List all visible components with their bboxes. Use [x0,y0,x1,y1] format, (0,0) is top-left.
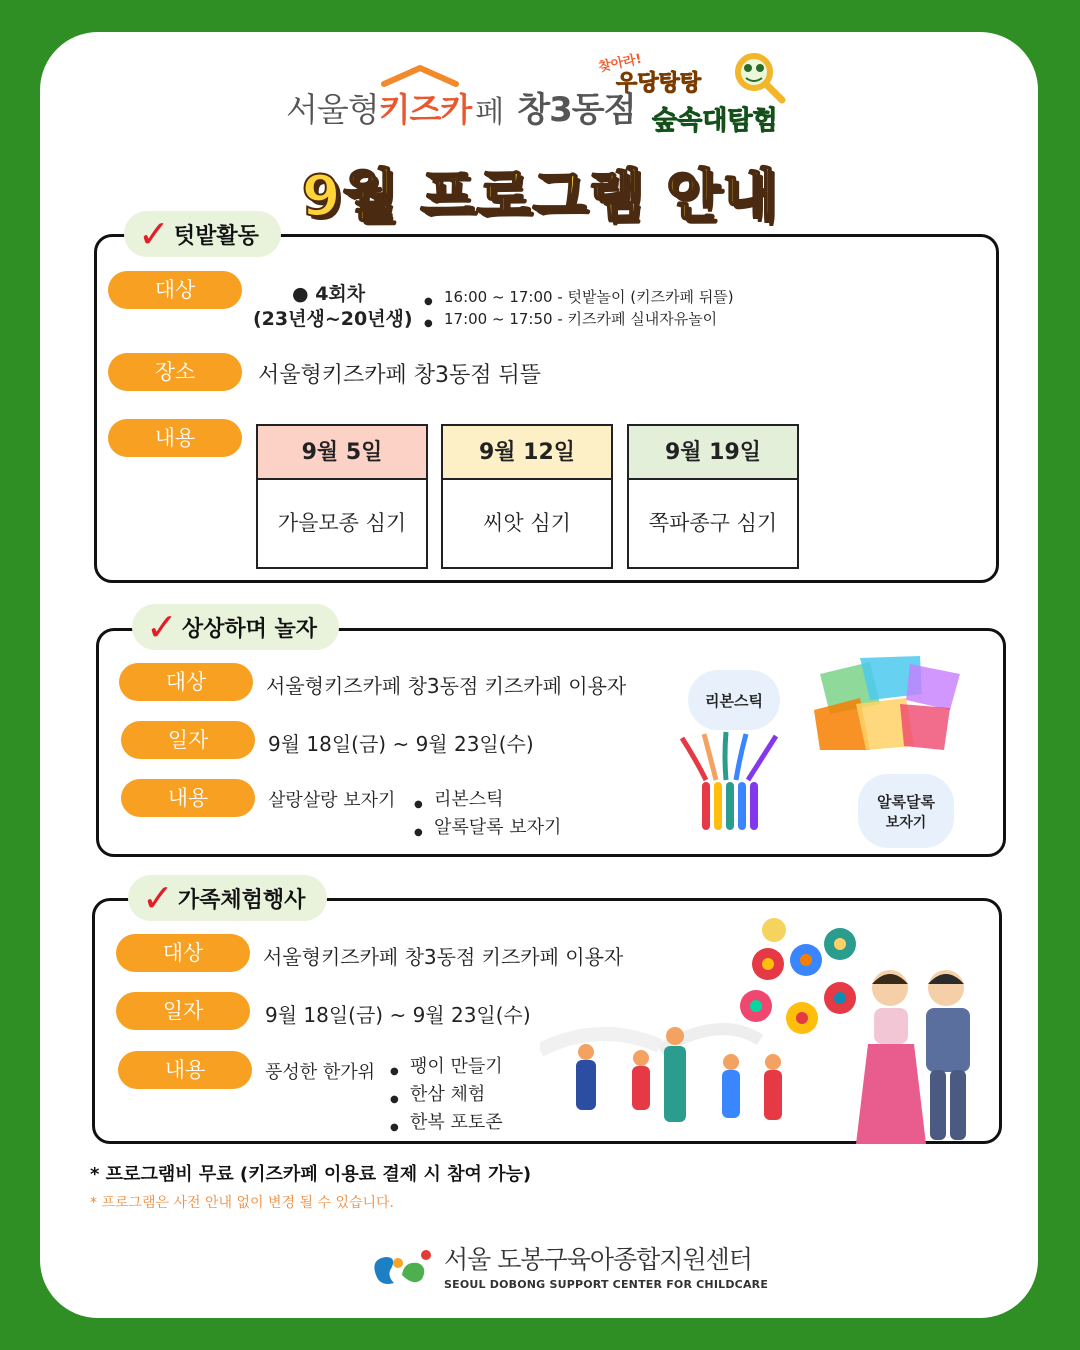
day-activity: 가을모종 심기 [277,511,407,535]
branch-name: 창3동점 [517,90,636,130]
date-label: 일자 [116,992,250,1030]
content-label: 내용 [121,779,255,817]
day-date: 9월 12일 [443,426,611,480]
schedule-item: ● 16:00 ~ 17:00 - 텃밭놀이 (키즈카페 뒤뜰) [424,286,734,308]
schedule-day [256,424,428,569]
content-label: 내용 [118,1051,252,1089]
day-date: 9월 5일 [258,426,426,480]
event-line2: 숲속대탐험 [652,106,778,136]
schedule-item: ● 17:00 ~ 17:50 - 키즈카페 실내자유놀이 [424,308,734,330]
ribbon-stick-bubble [688,670,780,730]
scarves-illustration [810,654,976,754]
content-text: 풍성한 한가위 [265,1062,376,1083]
check-icon: ✓ [138,212,170,256]
content-label: 내용 [108,419,242,457]
family-items [390,1053,503,1137]
imagine-items [414,786,561,842]
bubble-text: 알록달록 [877,792,935,811]
brand-cafe-text: 페 [475,95,504,130]
schedule-day [441,424,613,569]
item: ● 리본스틱 [414,786,561,814]
section-family-tab [128,875,327,921]
date-label: 일자 [121,721,255,759]
content-text: 살랑살랑 보자기 [268,790,396,811]
item: ● 알록달록 보자기 [414,814,561,842]
round-text: ● 4회차 [292,283,366,305]
place-text: 서울형키즈카페 창3동점 뒤뜰 [258,363,542,388]
ribbon-stick-illustration [676,730,788,836]
magnifier-frog-icon [728,46,788,106]
org-logo [368,1240,768,1291]
item: ● 한복 포토존 [390,1109,503,1137]
item: ● 한삼 체험 [390,1081,503,1109]
section-title: 상상하며 놀자 [181,616,318,642]
fee-note: * 프로그램비 무료 (키즈카페 이용료 결제 시 참여 가능) [90,1164,532,1185]
day-activity: 씨앗 심기 [483,511,571,535]
target-label: 대상 [116,934,250,972]
page-title: 9월 프로그램 안내 [301,164,779,229]
change-notice: * 프로그램은 사전 안내 없이 변경 될 수 있습니다. [90,1195,395,1211]
org-logo-icon [368,1241,438,1291]
brand-kids-text: 키즈카 [378,90,472,129]
ages-text: (23년생~20년생) [253,308,413,330]
garden-schedule-list [424,286,734,330]
bubble-text: 보자기 [885,814,927,831]
place-label: 장소 [108,353,242,391]
target-label: 대상 [119,663,253,701]
date-text: 9월 18일(금) ~ 9월 23일(수) [265,1003,531,1027]
item: ● 팽이 만들기 [390,1053,503,1081]
section-title: 텃밭활동 [173,223,259,249]
day-activity: 쪽파종구 심기 [648,511,778,535]
scarf-bubble [858,774,954,848]
hanbok-children-illustration [848,964,998,1146]
bubble-text: 리본스틱 [705,691,763,710]
day-date: 9월 19일 [629,426,797,480]
target-text: 서울형키즈카페 창3동점 키즈카페 이용자 [263,945,624,969]
event-logo [596,38,816,138]
date-text: 9월 18일(금) ~ 9월 23일(수) [268,732,534,756]
brand-text: 서울형 [286,90,379,129]
section-garden-tab [124,211,281,257]
check-icon: ✓ [146,605,178,649]
event-small-text: 찾아라! [597,51,644,76]
brand-logo [286,82,635,131]
org-name-english: SEOUL DOBONG SUPPORT CENTER FOR CHILDCARE [444,1278,769,1291]
section-title: 가족체험행사 [177,887,306,913]
section-imagine-tab [132,604,339,650]
org-name: 서울 도봉구육아종합지원센터 [444,1245,752,1274]
target-text: 서울형키즈카페 창3동점 키즈카페 이용자 [266,674,627,698]
check-icon: ✓ [142,876,174,920]
dancers-illustration [540,1010,840,1138]
event-line1: 우당탕탕 [616,71,702,96]
target-label: 대상 [108,271,242,309]
schedule-day [627,424,799,569]
